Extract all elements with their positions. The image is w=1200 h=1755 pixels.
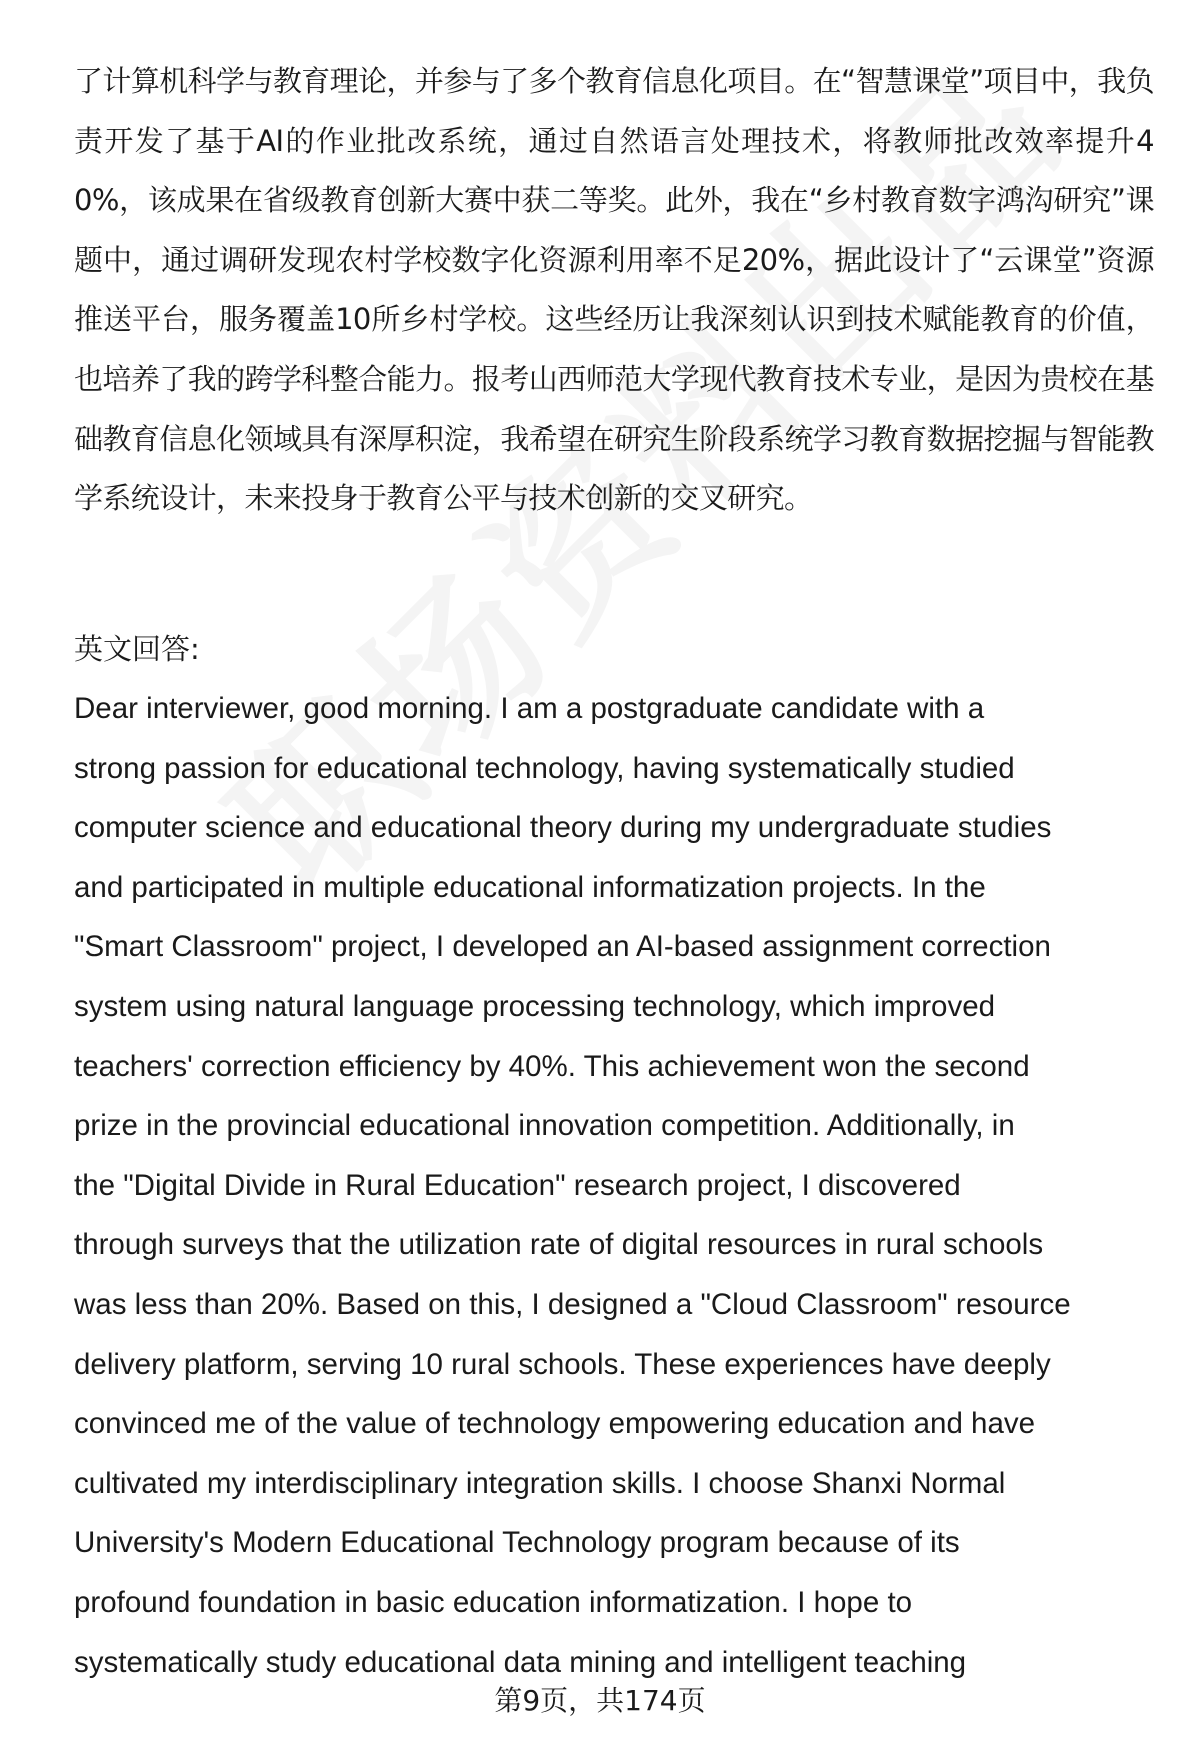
page-footer: 第9页，共174页	[494, 1684, 706, 1717]
english-line: systematically study educational data mining and intelligent teaching	[74, 1645, 967, 1679]
english-answer-heading: 英文回答:	[74, 632, 200, 666]
english-line: cultivated my interdisciplinary integration skills. I choose Shanxi Normal	[74, 1466, 1006, 1500]
english-line: was less than 20%. Based on this, I designed a "Cloud Classroom" resource	[74, 1287, 1071, 1321]
english-line: Dear interviewer, good morning. I am a postgraduate candidate with a	[74, 692, 985, 725]
english-line: prize in the provincial educational innovation competition. Additionally, in	[74, 1109, 1015, 1143]
english-line: computer science and educational theory during my undergraduate studies	[74, 811, 1052, 845]
english-line: teachers' correction efficiency by 40%. This achievement won the second	[74, 1049, 1030, 1083]
chinese-answer-paragraph: 了计算机科学与教育理论，并参与了多个教育信息化项目。在“智慧课堂”项目中，我负责开发了基于AI的作业批改系统，通过自然语言处理技术，将教师批改效率提升40%，该成果在省级教育创新大赛中获二等奖。此外，我在“乡村教育数字鸿沟研究”课题中，通过调研发现农村学校数字化资源利用率不足20%，据此设计了“云课堂”资源推送平台，服务覆盖10所乡村学校。这些经历让我深刻认识到技术赋能教育的价值，也培养了我的跨学科整合能力。报考山西师范大学现代教育技术专业，是因为贵校在基础教育信息化领域具有深厚积淀，我希望在研究生阶段系统学习教育数据挖掘与智能教学系统设计，未来投身于教育公平与技术创新的交叉研究。	[74, 64, 1154, 516]
english-line: delivery platform, serving 10 rural schools. These experiences have deeply	[74, 1347, 1051, 1381]
english-line: "Smart Classroom" project, I developed an AI-based assignment correction	[74, 930, 1051, 964]
english-line: and participated in multiple educational informatization projects. In the	[74, 870, 986, 904]
english-line: through surveys that the utilization rate of digital resources in rural schools	[74, 1228, 1044, 1262]
english-line: convinced me of the value of technology empowering education and have	[74, 1407, 1036, 1441]
english-line: system using natural language processing technology, which improved	[74, 989, 996, 1023]
english-line: University's Modern Educational Technology program because of its	[74, 1526, 960, 1560]
english-answer-paragraph	[74, 679, 1164, 1692]
english-line: profound foundation in basic education informatization. I hope to	[74, 1585, 913, 1619]
english-line: the "Digital Divide in Rural Education" research project, I discovered	[74, 1168, 961, 1202]
english-line: strong passion for educational technology, having systematically studied	[74, 751, 1015, 785]
